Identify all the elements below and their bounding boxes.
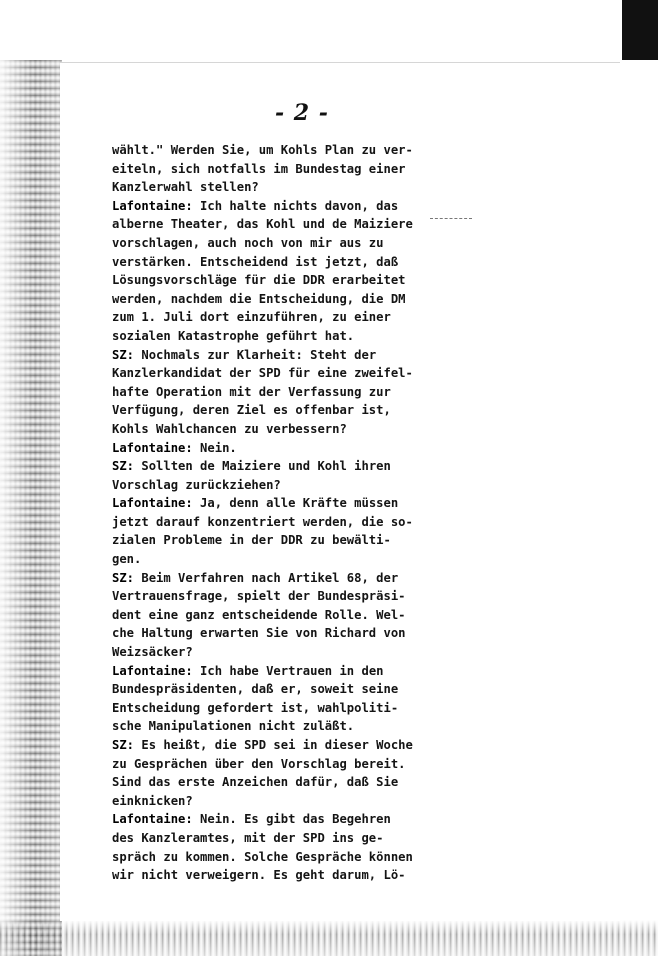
speaker-label: Lafontaine: xyxy=(112,198,193,213)
line-text: wählt." Werden Sie, um Kohls Plan zu ver- xyxy=(112,143,413,157)
line-text: Nochmals zur Klarheit: Steht der xyxy=(134,347,377,362)
scan-left-edge-shadow xyxy=(0,60,62,956)
line-text: Lösungsvorschläge für die DDR erarbeitet xyxy=(112,273,406,288)
text-line xyxy=(112,569,422,588)
line-text: Sollten de Maiziere und Kohl ihren xyxy=(134,459,391,474)
text-line xyxy=(112,271,422,290)
text-line xyxy=(112,494,422,513)
speaker-label: SZ: xyxy=(112,459,135,474)
speaker-label: SZ: xyxy=(112,738,135,752)
text-line xyxy=(112,383,422,402)
line-text: jetzt darauf konzentriert werden, die so- xyxy=(112,514,413,529)
text-line xyxy=(112,308,422,327)
line-text: Weizsäcker? xyxy=(112,645,193,660)
line-text: zu Gesprächen über den Vorschlag bereit. xyxy=(112,756,406,771)
speaker-label: SZ: xyxy=(112,347,135,362)
text-line xyxy=(112,773,422,792)
text-line xyxy=(112,624,422,643)
line-text: sche Manipulationen nicht zuläßt. xyxy=(112,719,355,734)
line-text: Vorschlag zurückziehen? xyxy=(112,477,281,492)
line-text: eiteln, sich notfalls im Bundestag einer xyxy=(112,161,406,176)
line-text: Sind das erste Anzeichen dafür, daß Sie xyxy=(112,775,399,790)
line-text: sozialen Katastrophe geführt hat. xyxy=(112,328,355,343)
text-line xyxy=(112,401,422,420)
line-text: Kanzlerkandidat der SPD für eine zweifel- xyxy=(112,366,413,381)
line-text: verstärken. Entscheidend ist jetzt, daß xyxy=(112,254,399,269)
line-text: Nein. xyxy=(192,440,237,455)
text-line xyxy=(112,680,422,699)
text-line xyxy=(112,215,422,234)
line-text: Ich halte nichts davon, das xyxy=(192,198,399,213)
speaker-label: Lafontaine: xyxy=(112,663,193,678)
text-line xyxy=(112,160,422,179)
line-text: werden, nachdem die Entscheidung, die DM xyxy=(112,291,406,306)
line-text: Entscheidung gefordert ist, wahlpoliti- xyxy=(112,700,399,715)
line-text: Ich habe Vertrauen in den xyxy=(192,663,384,678)
line-text: hafte Operation mit der Verfassung zur xyxy=(112,384,391,399)
text-line xyxy=(112,178,422,197)
speaker-label: SZ: xyxy=(112,570,135,585)
text-line xyxy=(112,717,422,736)
text-line xyxy=(112,792,422,811)
line-text: che Haltung erwarten Sie von Richard von xyxy=(112,626,406,641)
line-text: gen. xyxy=(112,552,142,567)
text-line xyxy=(112,513,422,532)
text-line xyxy=(112,364,422,383)
line-text: des Kanzleramtes, mit der SPD ins ge- xyxy=(112,830,384,845)
text-line xyxy=(112,253,422,272)
speaker-label: Lafontaine: xyxy=(112,496,193,511)
line-text: Es heißt, die SPD sei in dieser Woche xyxy=(134,738,413,752)
line-text: einknicken? xyxy=(112,793,193,808)
text-line xyxy=(112,848,422,867)
text-line xyxy=(112,197,422,216)
scan-bottom-edge-shadow xyxy=(0,920,658,956)
line-text: Verfügung, deren Ziel es offenbar ist, xyxy=(112,403,391,418)
text-line xyxy=(112,141,422,160)
text-line xyxy=(112,829,422,848)
text-line xyxy=(112,234,422,253)
text-line xyxy=(112,290,422,309)
line-text: Kanzlerwahl stellen? xyxy=(112,180,259,195)
line-text: zum 1. Juli dort einzuführen, zu einer xyxy=(112,310,391,325)
text-line xyxy=(112,550,422,569)
text-line xyxy=(112,531,422,550)
line-text: vorschlagen, auch noch von mir aus zu xyxy=(112,235,384,250)
text-line xyxy=(112,699,422,718)
line-text: alberne Theater, das Kohl und de Maiziere xyxy=(112,217,413,232)
text-line xyxy=(112,736,422,755)
text-line xyxy=(112,866,422,885)
scan-top-right-corner-shadow xyxy=(622,0,658,60)
line-text: Vertrauensfrage, spielt der Bundespräsi- xyxy=(112,589,406,604)
text-line xyxy=(112,327,422,346)
text-line xyxy=(112,810,422,829)
page-number: - 2 - xyxy=(275,100,329,126)
speaker-label: Lafontaine: xyxy=(112,812,193,827)
text-line xyxy=(112,587,422,606)
speaker-label: Lafontaine: xyxy=(112,440,193,455)
line-text: Ja, denn alle Kräfte müssen xyxy=(192,496,399,511)
line-text: wir nicht verweigern. Es geht darum, Lö- xyxy=(112,868,406,883)
text-line xyxy=(112,439,422,458)
interview-text xyxy=(112,141,422,885)
line-text: Beim Verfahren nach Artikel 68, der xyxy=(134,570,399,585)
text-line xyxy=(112,662,422,681)
margin-mark xyxy=(430,218,472,220)
line-text: zialen Probleme in der DDR zu bewälti- xyxy=(112,533,391,548)
text-line xyxy=(112,420,422,439)
line-text: Nein. Es gibt das Begehren xyxy=(192,812,391,827)
text-line xyxy=(112,457,422,476)
line-text: dent eine ganz entscheidende Rolle. Wel- xyxy=(112,607,406,622)
text-line xyxy=(112,346,422,365)
text-line xyxy=(112,606,422,625)
text-line xyxy=(112,476,422,495)
line-text: spräch zu kommen. Solche Gespräche können xyxy=(112,849,413,864)
line-text: Kohls Wahlchancen zu verbessern? xyxy=(112,421,347,436)
text-line xyxy=(112,643,422,662)
line-text: Bundespräsidenten, daß er, soweit seine xyxy=(112,682,399,697)
text-line xyxy=(112,755,422,774)
